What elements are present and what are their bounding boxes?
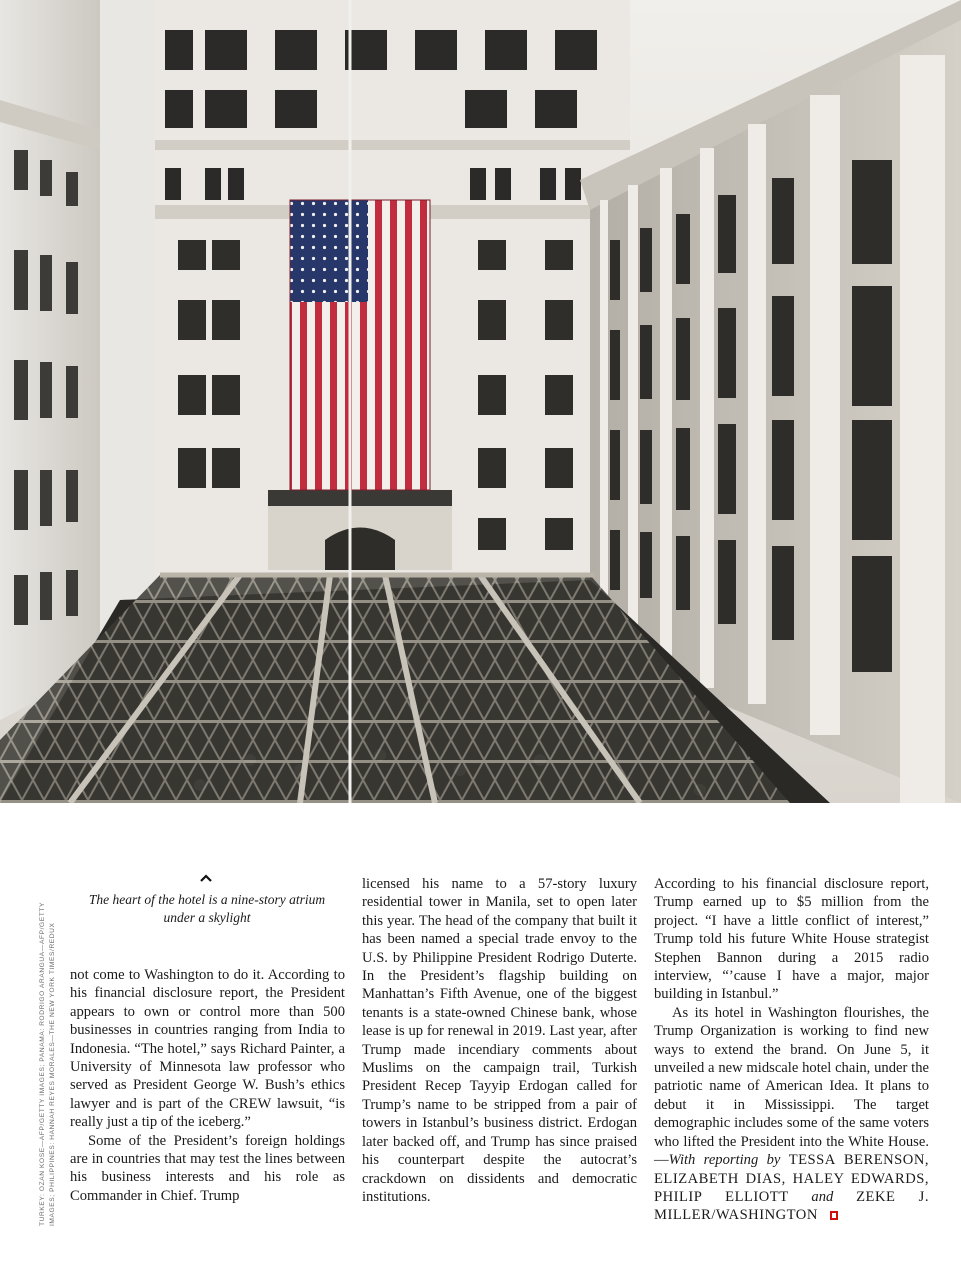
paragraph-with-reporting: [654, 1004, 929, 1225]
photo-credit: [38, 886, 58, 1226]
paragraph: According to his financial disclosure report, Trump earned up to $5 million from the project. “I have a little conflict of interest,” Trump told his future White House strategist Stephen Bannon during a 2015 radio interview, “’cause I have a major, major building in Istanbul.”: [654, 876, 929, 1003]
and-word: and: [811, 1188, 834, 1205]
photo-caption: The heart of the hotel is a nine-story atrium under a skylight: [88, 892, 326, 925]
photo-credit-line-2: IMAGES; PHILIPPINES: HANNAH REYES MORALES—THE NEW YORK TIMES/REDUX: [49, 922, 56, 1226]
caret-up-icon: [199, 873, 213, 883]
paragraph: licensed his name to a 57-story luxury residential tower in Manila, set to open later this year. The head of the company that built it has been named a special trade envoy to the U.S. by Philippine President Rodrigo Duterte. In the President’s flagship building on Manhattan’s Fifth Avenue, one of the biggest tenants is a state-owned Chinese bank, whose lease is up for renewal in 2019. Last year, after Trump made incendiary comments about Muslims on the campaign trail, Turkish President Recep Tayyip Erdogan called for Trump’s name to be stripped from a pair of towers in Istanbul’s business district. Erdogan later backed off, and Trump has since praised his counterpart despite the autocrat’s crackdown on dissidents and democratic institutions.: [362, 876, 637, 1205]
american-flag: [290, 200, 430, 490]
reporter-last: ZEKE J. MILLER/WASHINGTON: [654, 1188, 930, 1224]
end-square-icon: [830, 1211, 838, 1220]
paragraph-text: As its hotel in Washington flourishes, the Trump Organization is working to find new ways to extend the brand. On June 5, it unveiled a new midscale hotel chain, under the patriotic name of American Idea. It plans to debut it in Mississippi. The target demographic includes some of the same voters who lifted the President into the White House. —: [654, 1004, 929, 1169]
paragraph: not come to Washington to do it. According to his financial disclosure report, the President appears to own or control more than 500 businesses in countries ranging from India to Indonesia. “The hotel,” says Richard Painter, a University of Minnesota law professor who served as President George W. Bush’s ethics lawyer and is part of the CREW lawsuit, “is really just a tip of the iceberg.”: [70, 967, 345, 1131]
reporter-names: TESSA BERENSON, ELIZABETH DIAS, HALEY EDWARDS, PHILIP ELLIOTT: [654, 1152, 930, 1205]
article-column-1: [70, 966, 345, 1205]
paragraph: Some of the President’s foreign holdings are in countries that may test the lines between his business interests and his role as Commander in Chief. Trump: [70, 1132, 345, 1204]
article-column-2: [362, 875, 637, 1206]
reporting-label: With reporting by: [668, 1152, 781, 1169]
photo-credit-line-1: TURKEY: OZAN KOSE—AFP/GETTY IMAGES; PANAMA: RODRIGO ARANGUA—AFP/GETTY: [39, 902, 46, 1226]
article-column-3: [654, 875, 929, 1225]
